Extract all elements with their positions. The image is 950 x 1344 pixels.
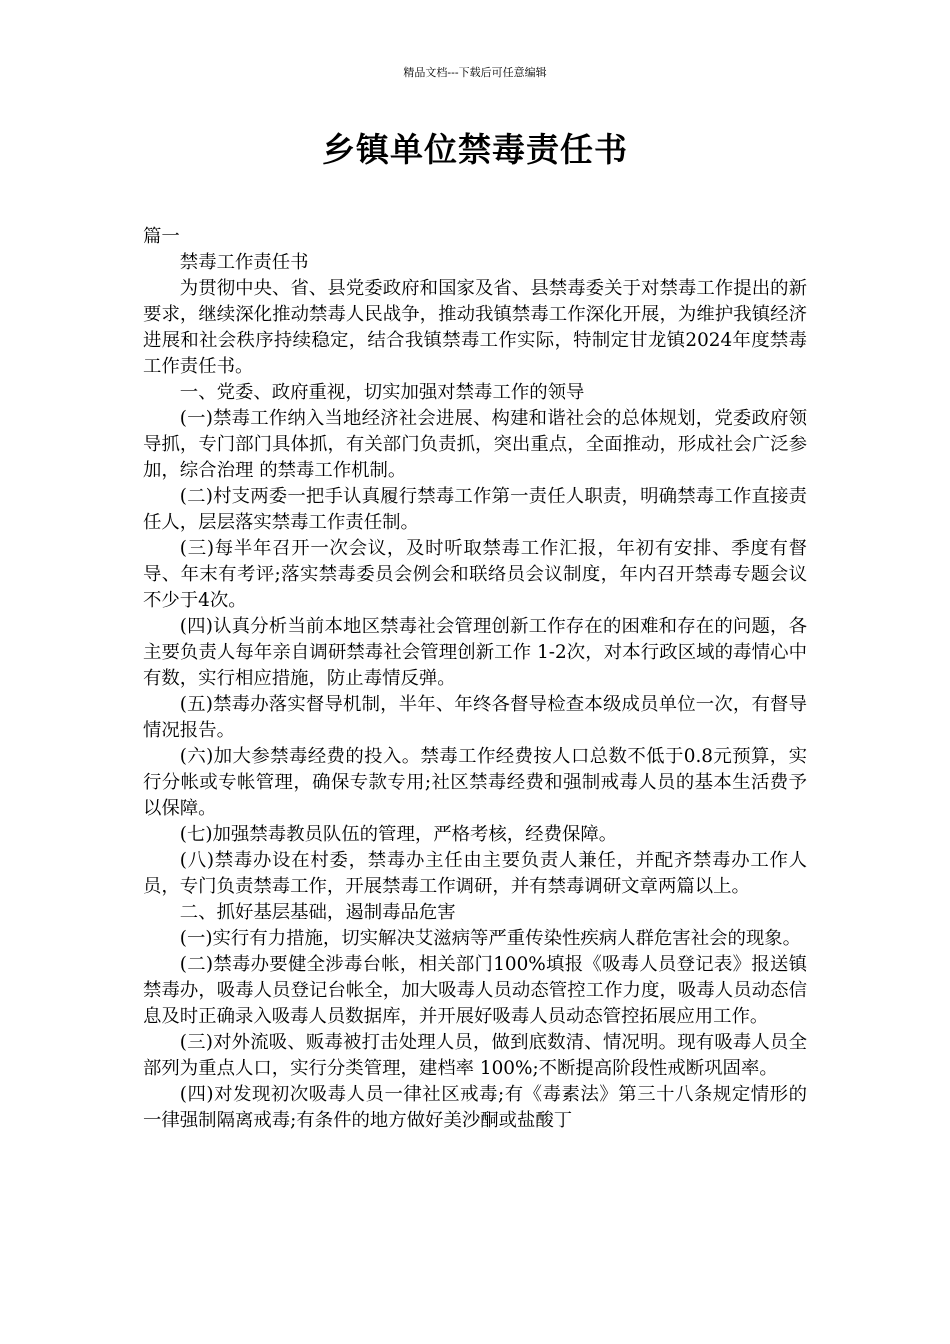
paragraph: (五)禁毒办落实督导机制，半年、年终各督导检查本级成员单位一次，有督导情况报告。 (143, 694, 807, 741)
paragraph: (六)加大参禁毒经费的投入。禁毒工作经费按人口总数不低于0.8元预算，实行分帐或专帐管理，确保专款专用;社区禁毒经费和强制戒毒人员的基本生活费予以保障。 (143, 746, 807, 819)
paragraph: (八)禁毒办设在村委，禁毒办主任由主要负责人兼任，并配齐禁毒办工作人员，专门负责禁毒工作，开展禁毒工作调研，并有禁毒调研文章两篇以上。 (143, 850, 807, 897)
paragraph: (二)禁毒办要健全涉毒台帐，相关部门100%填报《吸毒人员登记表》报送镇禁毒办，吸毒人员登记台帐全，加大吸毒人员动态管控工作力度，吸毒人员动态信息及时正确录入吸毒人员数据库，并开展好吸毒人员动态管控拓展应用工作。 (143, 954, 807, 1027)
paragraph: (四)认真分析当前本地区禁毒社会管理创新工作存在的困难和存在的问题，各主要负责人每年亲自调研禁毒社会管理创新工作 1-2次，对本行政区域的毒情心中有数，实行相应措施，防止毒情反弹。 (143, 616, 807, 689)
page-header: 精品文档---下载后可任意编辑 (403, 66, 547, 79)
paragraph: 二、抓好基层基础，遏制毒品危害 (179, 902, 456, 923)
paragraph: 为贯彻中央、省、县党委政府和国家及省、县禁毒委关于对禁毒工作提出的新要求，继续深化推动禁毒人民战争，推动我镇禁毒工作深化开展，为维护我镇经济进展和社会秩序持续稳定，结合我镇禁毒工作实际，特制定甘龙镇2024年度禁毒工作责任书。 (143, 278, 807, 377)
document-body (143, 224, 807, 1134)
section-label: 篇一 (143, 226, 180, 247)
paragraph: (二)村支两委一把手认真履行禁毒工作第一责任人职责，明确禁毒工作直接责任人，层层落实禁毒工作责任制。 (143, 486, 807, 533)
document-title: 乡镇单位禁毒责任书 (322, 130, 628, 169)
paragraph: 一、党委、政府重视，切实加强对禁毒工作的领导 (179, 382, 585, 403)
paragraph: (三)每半年召开一次会议，及时听取禁毒工作汇报，年初有安排、季度有督导、年末有考评;落实禁毒委员会例会和联络员会议制度，年内召开禁毒专题会议不少于4次。 (143, 538, 807, 611)
paragraph: (一)禁毒工作纳入当地经济社会进展、构建和谐社会的总体规划，党委政府领导抓，专门部门具体抓，有关部门负责抓，突出重点，全面推动，形成社会广泛参加，综合治理 的禁毒工作机制。 (143, 408, 807, 481)
paragraph: 禁毒工作责任书 (179, 252, 309, 273)
paragraph: (一)实行有力措施，切实解决艾滋病等严重传染性疾病人群危害社会的现象。 (179, 928, 802, 949)
paragraph: (七)加强禁毒教员队伍的管理，严格考核，经费保障。 (179, 824, 618, 845)
paragraph: (四)对发现初次吸毒人员一律社区戒毒;有《毒素法》第三十八条规定情形的一律强制隔离戒毒;有条件的地方做好美沙酮或盐酸丁 (143, 1084, 807, 1131)
paragraph: (三)对外流吸、贩毒被打击处理人员，做到底数清、情况明。现有吸毒人员全部列为重点人口，实行分类管理，建档率 100%;不断提高阶段性戒断巩固率。 (143, 1032, 807, 1079)
